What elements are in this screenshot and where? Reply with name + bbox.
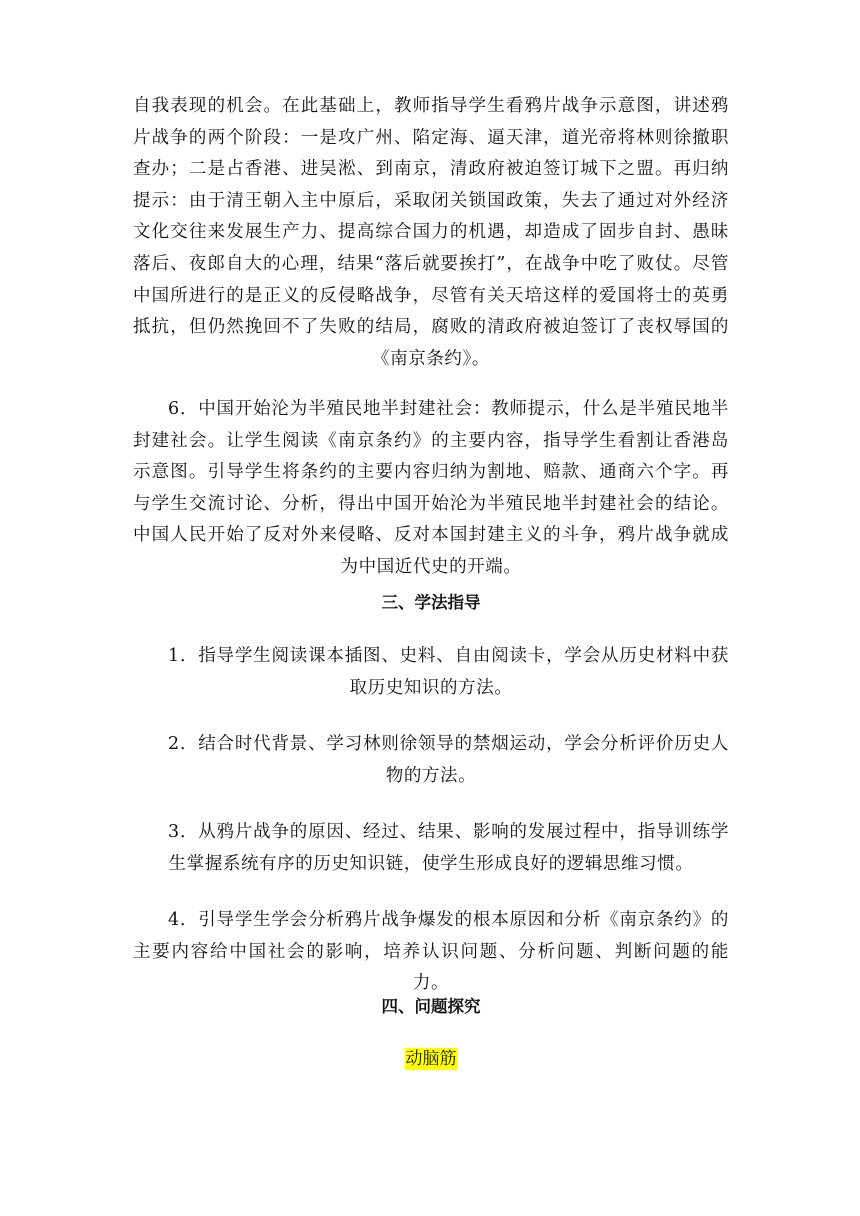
paragraph-semi-colonial-society: 6．中国开始沦为半殖民地半封建社会：教师提示，什么是半殖民地半封建社会。让学生阅读《南京条约》的主要内容，指导学生看割让香港岛示意图。引导学生将条约的主要内容归纳为割地、赔款、通商六个字。再与学生交流讨论、分析，得出中国开始沦为半殖民地半封建社会的结论。中国人民开始了反对外来侵略、反对本国封建主义的斗争，鸦片战争就成为中国近代史的开端。 [133,399,729,577]
method-item-1: 1．指导学生阅读课本插图、史料、自由阅读卡，学会从历史材料中获取历史知识的方法。 [168,646,729,698]
method-item-2: 2．结合时代背景、学习林则徐领导的禁烟运动，学会分析评价历史人物的方法。 [168,734,729,786]
paragraph-opium-war-stages: 自我表现的机会。在此基础上，教师指导学生看鸦片战争示意图，讲述鸦片战争的两个阶段：一是攻广州、陷定海、逼天津，道光帝将林则徐撤职查办；二是占香港、进吴淞、到南京，清政府被迫签订城下之盟。再归纳提示：由于清王朝入主中原后，采取闭关锁国政策，失去了通过对外经济文化交往来发展生产力、提高综合国力的机遇，却造成了固步自封、愚昧落后、夜郎自大的心理，结果“落后就要挨打”，在战争中吃了败仗。尽管中国所进行的是正义的反侵略战争，尽管有关天培这样的爱国将士的英勇抵抗，但仍然挽回不了失败的结局，腐败的清政府被迫签订了丧权辱国的《南京条约》。 [133,96,729,369]
method-item-4: 4．引导学生学会分析鸦片战争爆发的根本原因和分析《南京条约》的主要内容给中国社会的影响，培养认识问题、分析问题、判断问题的能力。 [133,910,729,994]
section-heading-study-methods: 三、学法指导 [381,593,481,612]
method-item-3: 3．从鸦片战争的原因、经过、结果、影响的发展过程中，指导训练学生掌握系统有序的历史知识链，使学生形成良好的逻辑思维习惯。 [168,822,729,874]
highlight-row [133,1047,729,1071]
section-heading-problem-inquiry: 四、问题探究 [381,997,481,1016]
highlighted-label-brain-teaser: 动脑筋 [405,1049,457,1069]
